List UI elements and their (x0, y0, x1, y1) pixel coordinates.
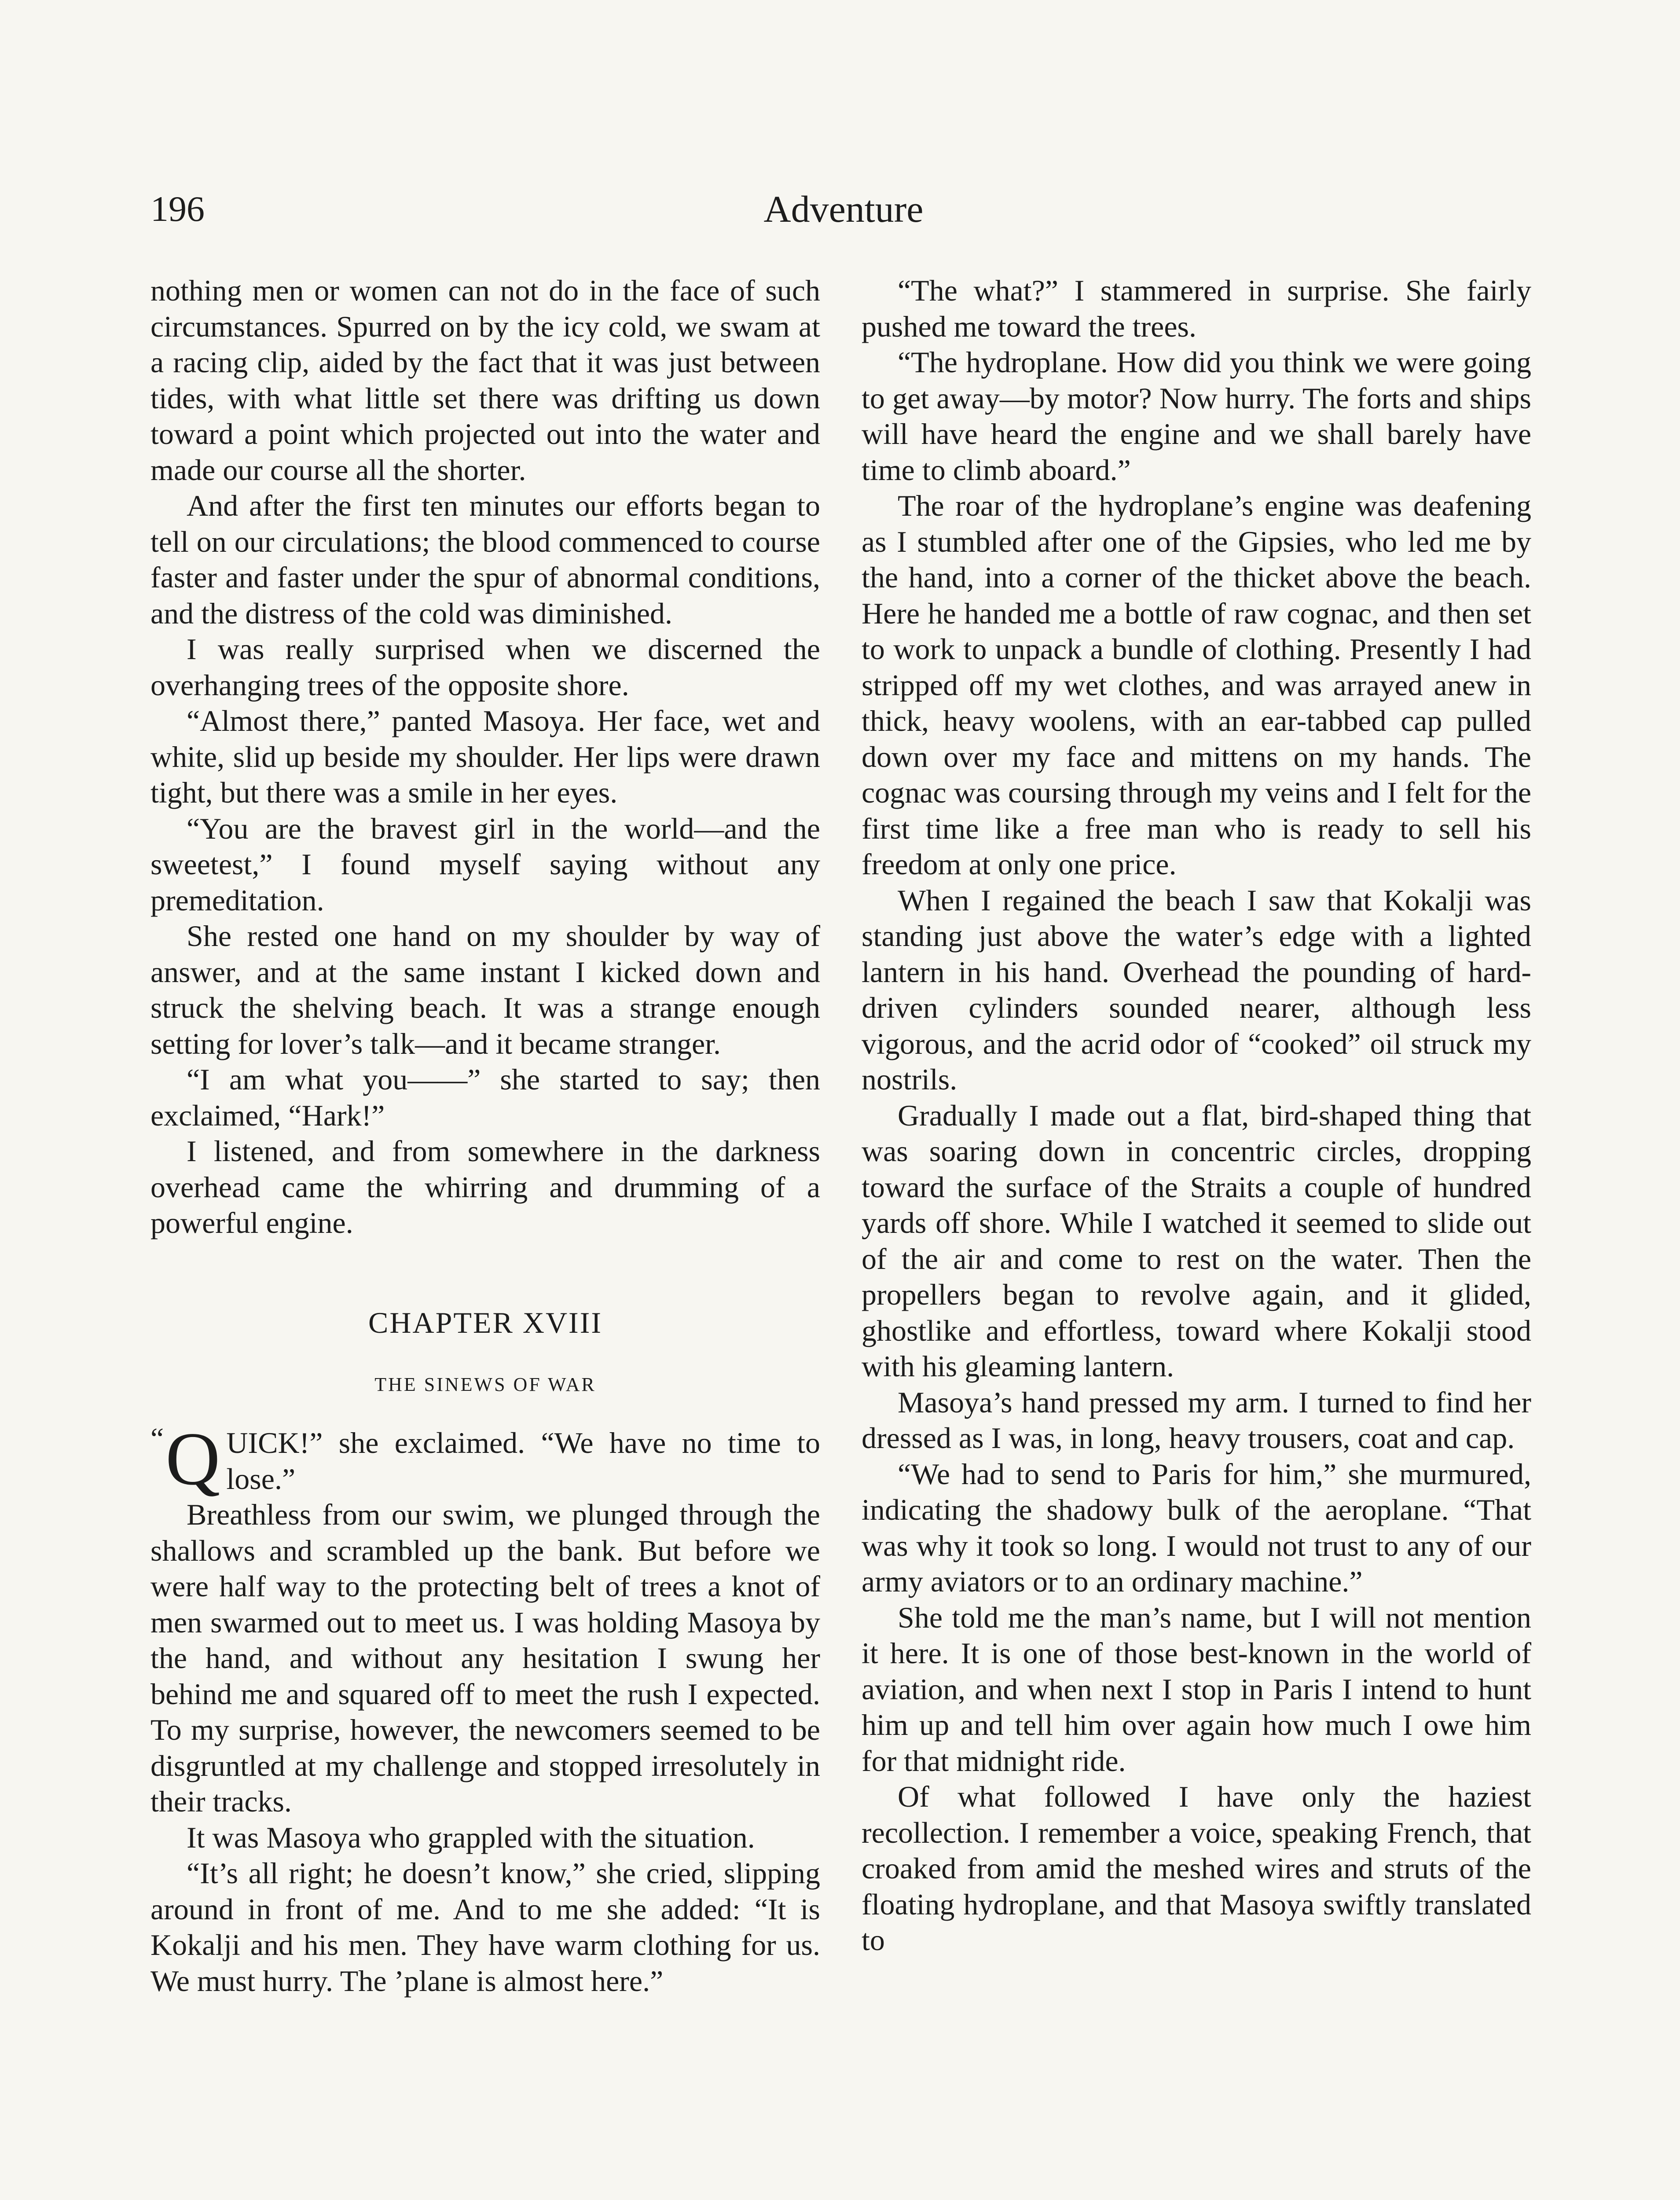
page-number: 196 (150, 189, 205, 229)
paragraph: “The hydroplane. How did you think we were going to get away—by motor? Now hurry. The forts and ships will have heard the engine and we shall barely have time to climb aboard.” (862, 345, 1531, 487)
paragraph: When I regained the beach I saw that Kokalji was standing just above the water’s edge with a lighted lantern in his hand. Overhead the pounding of hard-driven cylinders sounded nearer, although less vigorous, and the acrid odor of “cooked” oil struck my nostrils. (862, 883, 1531, 1096)
paragraph: “The what?” I stammered in surprise. She fairly pushed me toward the trees. (862, 274, 1531, 343)
paragraph: Masoya’s hand pressed my arm. I turned to find her dressed as I was, in long, heavy trousers, coat and cap. (862, 1385, 1531, 1455)
chapter-subtitle: THE SINEWS OF WAR (374, 1374, 596, 1395)
paragraph: “Almost there,” panted Masoya. Her face, wet and white, slid up beside my shoulder. Her lips were drawn tight, but there was a smile in her eyes. (150, 704, 820, 809)
left-column (150, 273, 820, 1999)
magazine-title: Adventure (763, 188, 924, 230)
paragraph: She told me the man’s name, but I will not mention it here. It is one of those best-known in the world of aviation, and when next I stop in Paris I intend to hunt him up and tell him over again how much I owe him for that midnight ride. (862, 1600, 1531, 1778)
paragraph: It was Masoya who grappled with the situation. (187, 1820, 755, 1854)
paragraph: I listened, and from somewhere in the darkness overhead came the whirring and drumming of a powerful engine. (150, 1134, 820, 1239)
paragraph-text: UICK!” she exclaimed. “We have no time to lose.” (226, 1426, 820, 1496)
paragraph: “It’s all right; he doesn’t know,” she cried, slipping around in front of me. And to me she added: “It is Kokalji and his men. They have warm clothing for us. We must hurry. The ’plane is almost here.” (150, 1856, 820, 1998)
paragraph: nothing men or women can not do in the face of such circumstances. Spurred on by the icy cold, we swam at a racing clip, aided by the fact that it was just between tides, with what little set there was drifting us down toward a point which projected out into the water and made our course all the shorter. (150, 274, 820, 487)
paragraph: I was really surprised when we discerned the overhanging trees of the opposite shore. (150, 632, 820, 702)
drop-cap: Q (165, 1417, 220, 1501)
paragraph: Breathless from our swim, we plunged through the shallows and scrambled up the bank. But before we were half way to the protecting belt of trees a knot of men swarmed out to meet us. I was holding Masoya by the hand, and without any hesitation I swung her behind me and squared off to meet the rush I expected. To my surprise, however, the newcomers seemed to be disgruntled at my challenge and stopped irresolutely in their tracks. (150, 1498, 820, 1818)
paragraph: “We had to send to Paris for him,” she murmured, indicating the shadowy bulk of the aeroplane. “That was why it took so long. I would not trust to any of our army aviators or to an ordinary machine.” (862, 1457, 1531, 1598)
paragraph: “You are the bravest girl in the world—and the sweetest,” I found myself saying without any premeditation. (150, 811, 820, 917)
page-header (150, 185, 1537, 233)
paragraph: The roar of the hydroplane’s engine was deafening as I stumbled after one of the Gipsies, who led me by the hand, into a corner of the thicket above the beach. Here he handed me a bottle of raw cognac, and then set to work to unpack a bundle of clothing. Presently I had stripped off my wet clothes, and was arrayed anew in thick, heavy woolens, with an ear-tabbed cap pulled down over my face and mittens on my hands. The cognac was coursing through my veins and I felt for the first time like a free man who is ready to sell his freedom at only one price. (862, 489, 1531, 881)
right-column (862, 273, 1531, 1958)
paragraph: Of what followed I have only the haziest recollection. I remember a voice, speaking French, that croaked from amid the meshed wires and struts of the floating hydroplane, and that Masoya swiftly translated to (862, 1780, 1531, 1957)
chapter-heading: CHAPTER XVIII (368, 1305, 602, 1339)
paragraph: “I am what you——” she started to say; then exclaimed, “Hark!” (150, 1063, 820, 1132)
chapter-opening-paragraph (150, 1417, 820, 1501)
paragraph: She rested one hand on my shoulder by way of answer, and at the same instant I kicked down and struck the shelving beach. It was a strange enough setting for lover’s talk—and it became stranger. (150, 919, 820, 1060)
paragraph: And after the first ten minutes our efforts began to tell on our circulations; the blood commenced to course faster and faster under the spur of abnormal conditions, and the distress of the cold was diminished. (150, 489, 820, 630)
paragraph: Gradually I made out a flat, bird-shaped thing that was soaring down in concentric circles, dropping toward the surface of the Straits a couple of hundred yards off shore. While I watched it seemed to slide out of the air and come to rest on the water. Then the propellers began to revolve again, and it glided, ghostlike and effortless, toward where Kokalji stood with his gleaming lantern. (862, 1098, 1531, 1383)
opening-quote-mark: “ (150, 1422, 164, 1455)
